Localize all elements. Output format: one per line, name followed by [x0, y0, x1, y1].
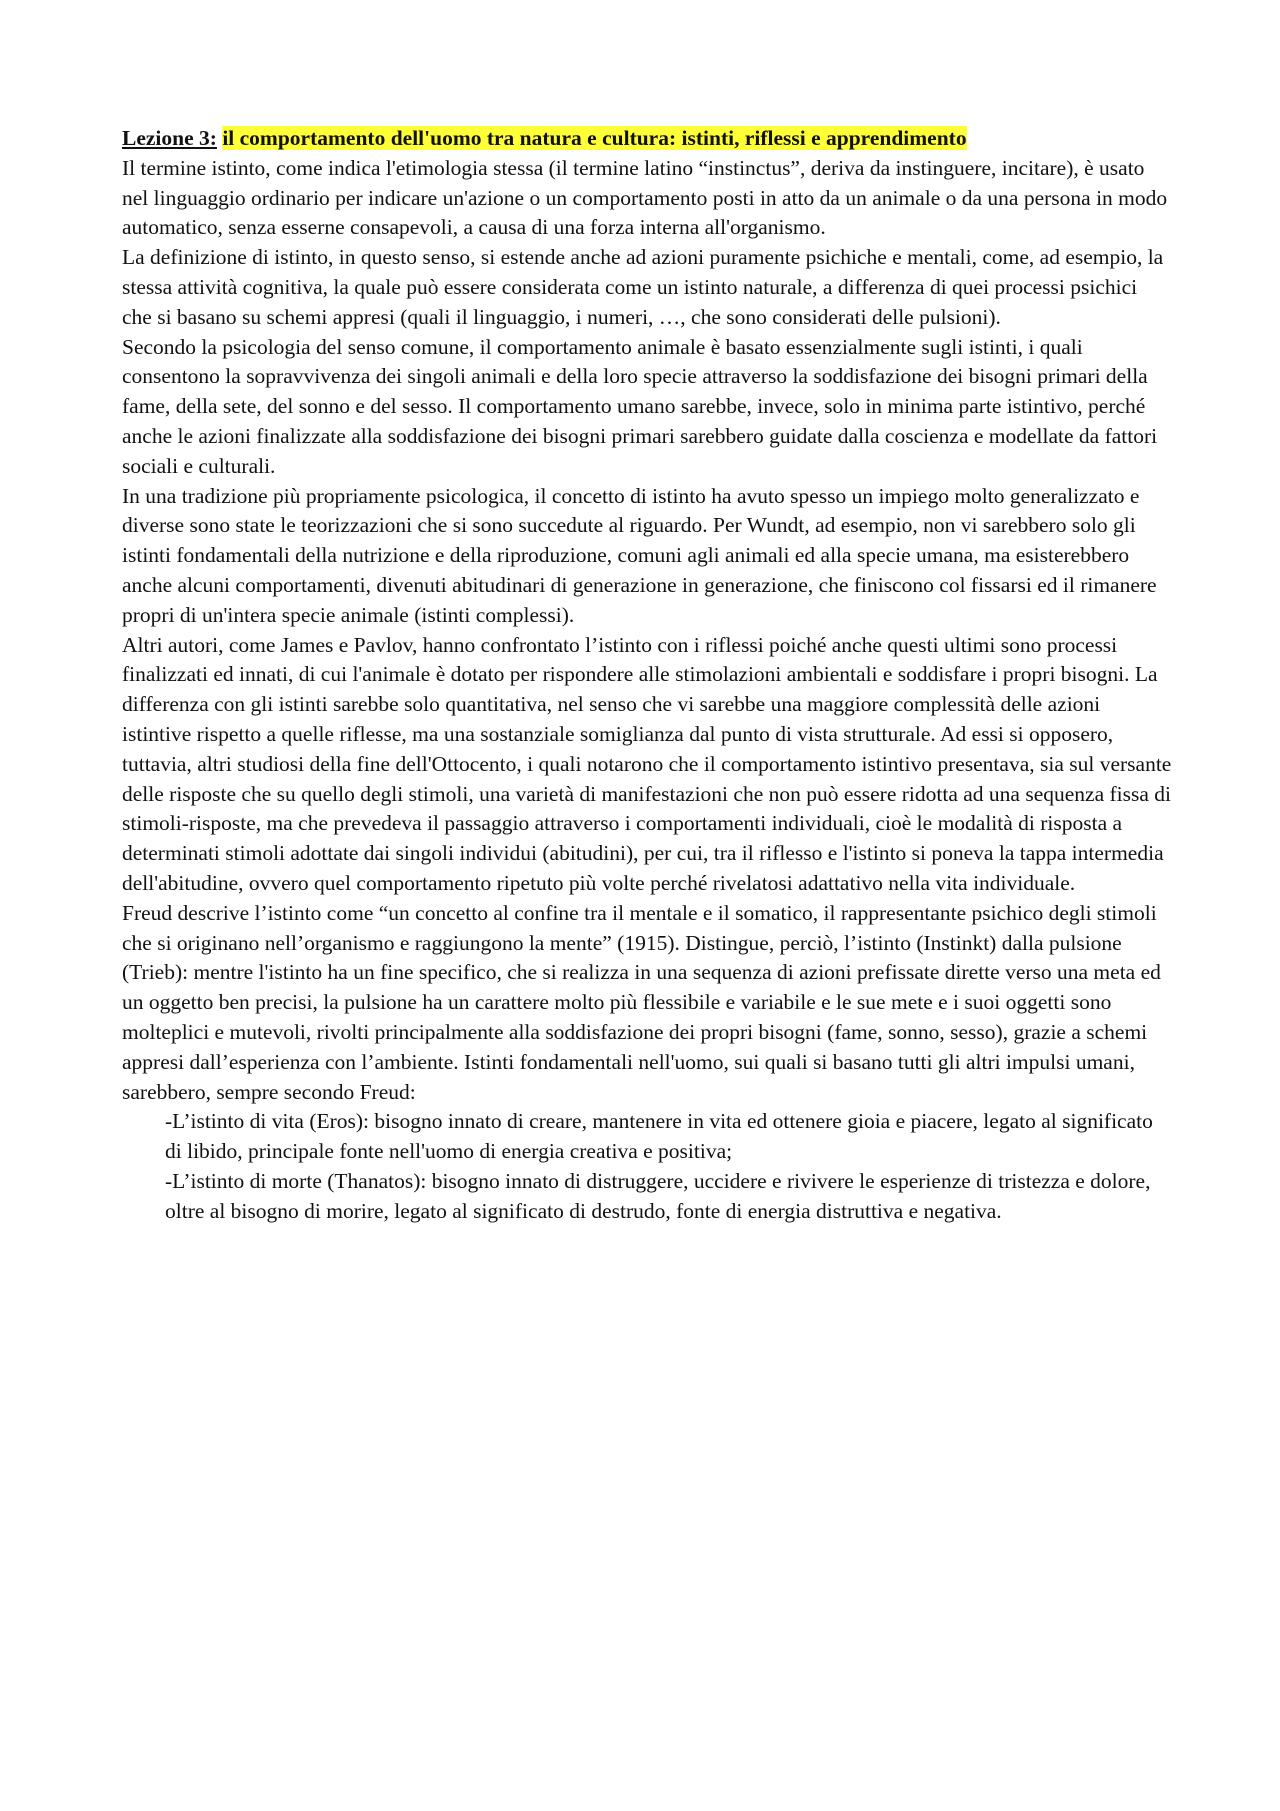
instinct-list [122, 1107, 1172, 1226]
paragraph-4: In una tradizione più propriamente psicologica, il concetto di istinto ha avuto spesso un impiego molto generalizzato e diverse sono state le teorizzazioni che si sono succedute al riguardo. Per Wundt, ad esempio, non vi sarebbero solo gli istinti fondamentali della nutrizione e della riproduzione, comuni agli animali ed alla specie umana, ma esisterebbero anche alcuni comportamenti, divenuti abitudinari di generazione in generazione, che finiscono col fissarsi ed il rimanere propri di un'intera specie animale (istinti complessi). [122, 483, 1157, 627]
document-page [122, 124, 1172, 1226]
lesson-title: il comportamento dell'uomo tra natura e cultura: istinti, riflessi e apprendimento [222, 126, 967, 150]
paragraph-5: Altri autori, come James e Pavlov, hanno confrontato l’istinto con i riflessi poiché anche questi ultimi sono processi finalizzati ed innati, di cui l'animale è dotato per rispondere alle stimolazioni ambientali e soddisfare i propri bisogni. La differenza con gli istinti sarebbe solo quantitativa, nel senso che vi sarebbe una maggiore complessità delle azioni istintive rispetto a quelle riflesse, ma una sostanziale somiglianza dal punto di vista strutturale. Ad essi si opposero, tuttavia, altri studiosi della fine dell'Ottocento, i quali notarono che il comportamento istintivo presentava, sia sul versante delle risposte che su quello degli stimoli, una varietà di manifestazioni che non può essere ridotta ad una sequenza fissa di stimoli-risposte, ma che prevedeva il passaggio attraverso i comportamenti individuali, cioè le modalità di risposta a determinati stimoli adottate dai singoli individui (abitudini), per cui, tra il riflesso e l'istinto si poneva la tappa intermedia dell'abitudine, ovvero quel comportamento ripetuto più volte perché rivelatosi adattativo nella vita individuale. [122, 632, 1172, 895]
paragraph-6: Freud descrive l’istinto come “un concetto al confine tra il mentale e il somatico, il rappresentante psichico degli stimoli che si originano nell’organismo e raggiungono la mente” (1915). Distingue, perciò, l’istinto (Instinkt) dalla pulsione (Trieb): mentre l'istinto ha un fine specifico, che si realizza in una sequenza di azioni prefissate dirette verso una meta ed un oggetto ben precisi, la pulsione ha un carattere molto più flessibile e variabile e le sue mete e i suoi oggetti sono molteplici e mutevoli, rivolti principalmente alla soddisfazione dei propri bisogni (fame, sonno, sesso), grazie a schemi appresi dall’esperienza con l’ambiente. Istinti fondamentali nell'uomo, sui quali si basano tutti gli altri impulsi umani, sarebbero, sempre secondo Freud: [122, 900, 1161, 1104]
paragraph-3: Secondo la psicologia del senso comune, il comportamento animale è basato essenzialmente sugli istinti, i quali consentono la sopravvivenza dei singoli animali e della loro specie attraverso la soddisfazione dei bisogni primari della fame, della sete, del sonno e del sesso. Il comportamento umano sarebbe, invece, solo in minima parte istintivo, perché anche le azioni finalizzate alla soddisfazione dei bisogni primari sarebbero guidate dalla coscienza e modellate da fattori sociali e culturali. [122, 334, 1158, 478]
list-item-eros: -L’istinto di vita (Eros): bisogno innato di creare, mantenere in vita ed ottenere gioia e piacere, legato al significato di libido, principale fonte nell'uomo di energia creativa e positiva; [165, 1109, 1153, 1164]
list-item-thanatos: -L’istinto di morte (Thanatos): bisogno innato di distruggere, uccidere e rivivere le esperienze di tristezza e dolore, oltre al bisogno di morire, legato al significato di destrudo, fonte di energia distruttiva e negativa. [165, 1168, 1151, 1223]
lesson-label: Lezione 3: [122, 126, 217, 150]
paragraph-1: Il termine istinto, come indica l'etimologia stessa (il termine latino “instinctus”, deriva da instinguere, incitare), è usato nel linguaggio ordinario per indicare un'azione o un comportamento posti in atto da un animale o da una persona in modo automatico, senza esserne consapevoli, a causa di una forza interna all'organismo. [122, 155, 1168, 240]
lesson-heading [122, 124, 1172, 154]
paragraph-2: La definizione di istinto, in questo senso, si estende anche ad azioni puramente psichiche e mentali, come, ad esempio, la stessa attività cognitiva, la quale può essere considerata come un istinto naturale, a differenza di quei processi psichici che si basano su schemi appresi (quali il linguaggio, i numeri, …, che sono considerati delle pulsioni). [122, 245, 1164, 329]
